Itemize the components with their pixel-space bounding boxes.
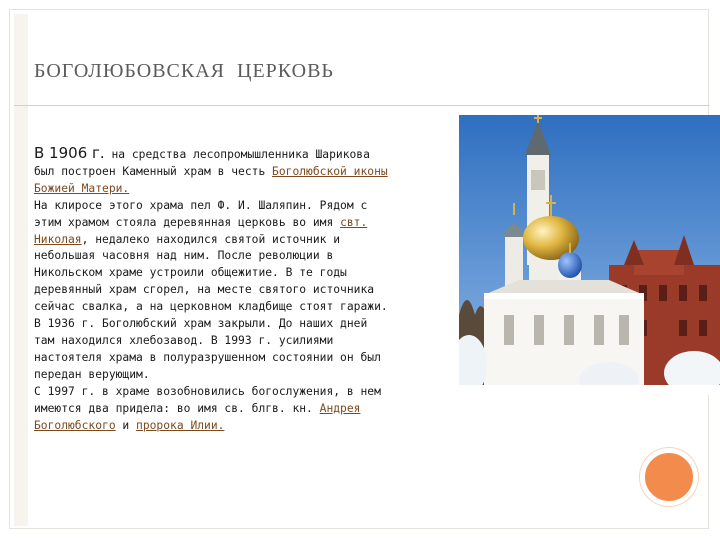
link-andrey-bogolyubsky[interactable]: Андрея Боголюбского: [34, 401, 361, 432]
slide-left-bar: [14, 14, 28, 526]
paragraph: [34, 316, 394, 384]
text-run: и: [115, 418, 137, 432]
paragraph: [34, 384, 394, 435]
text-run: С 1997 г. в храме возобновились богослужения, в нем имеются два придела: во имя св. блгв. кн.: [34, 384, 381, 415]
slide-title: БОГОЛЮБОВСКАЯ ЦЕРКОВЬ: [34, 60, 334, 82]
text-run: В 1936 г. Боголюбский храм закрыли. До наших дней там находился хлебозавод. В 1993 г. усилиями настоятеля храма в полуразрушенном состоянии он был передан верующим.: [34, 317, 381, 381]
link-bogolyubskaya-icon[interactable]: Боголюбской иконы Божией Матери.: [34, 164, 388, 195]
accent-circle: [640, 448, 698, 506]
paragraph: [34, 198, 394, 316]
text-run: На клиросе этого храма пел Ф. И. Шаляпин. Рядом с этим храмом стояла деревянная церковь во имя: [34, 198, 368, 229]
paragraph-lead-date: В 1906 г.: [34, 144, 105, 162]
text-run: на средства лесопромышленника Шарикова был построен Каменный храм в честь: [34, 148, 370, 178]
title-divider: [14, 105, 710, 106]
paragraph: [34, 145, 394, 198]
church-photo: [459, 115, 720, 395]
text-run: , недалеко находился святой источник и небольшая часовня над ним. После революции в Никольском храме устроили общежитие. В те годы деревянный храм сгорел, на месте святого источника сейчас свалка, а на церковном кладбище стоят гаражи.: [34, 232, 388, 314]
link-st-nicholas[interactable]: свт. Николая: [34, 215, 368, 246]
link-prophet-elijah[interactable]: пророка Илии.: [136, 418, 225, 432]
slide-body-text: [34, 145, 394, 434]
